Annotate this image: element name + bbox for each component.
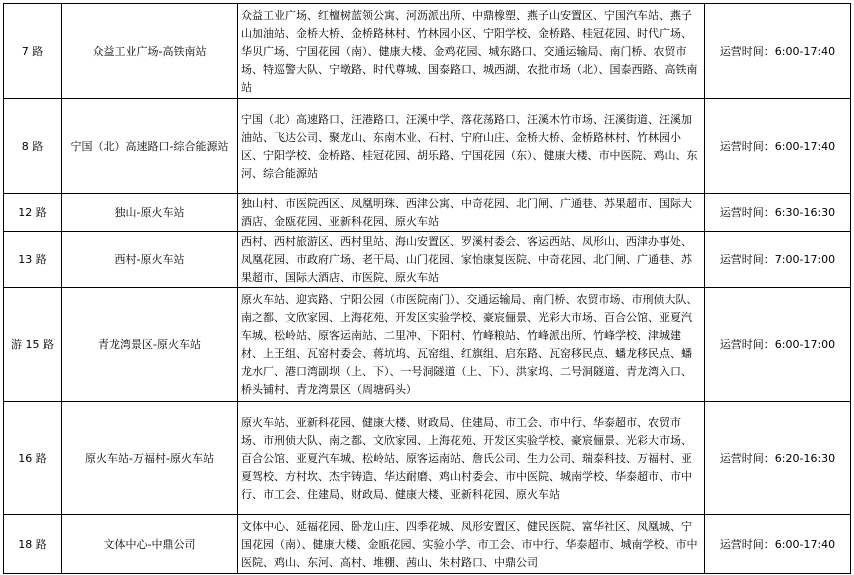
- route-stops: 文体中心、延福花园、卧龙山庄、四季花城、凤形安置区、健民医院、富华社区、凤凰城、宁国花园（南）、健康大楼、金瓯花园、实验小学、市工会、市中行、华泰超市、城南学校、市中医院、鸡山、东河、高村、堆棚、茜山、朱村路口、中鼎公司: [238, 515, 705, 574]
- route-terminals: 青龙湾景区-原火车站: [62, 288, 238, 402]
- operating-hours: 运营时间：6:00-17:40: [705, 4, 851, 99]
- operating-hours: 运营时间：6:30-16:30: [705, 194, 851, 232]
- operating-hours: 运营时间：6:00-17:40: [705, 99, 851, 194]
- route-stops: 西村、西村旅游区、西村里站、海山安置区、罗溪村委会、客运西站、凤形山、西津办事处、凤凰花园、市政府广场、老干局、山门花园、家怡康复医院、中奇花园、北门闸、广通巷、苏果超市、国际大酒店、市医院、原火车站: [238, 232, 705, 288]
- route-stops: 原火车站、迎宾路、宁阳公园（市医院南门）、交通运输局、南门桥、农贸市场、市刑侦大队、南之都、文欣家园、上海花苑、开发区实验学校、豪宸俪景、光彩大市场、百合公馆、亚夏汽车城、松岭站、原客运南站、二里冲、下阳村、竹峰粮站、竹峰派出所、竹峰学校、津城建材、上王组、瓦窑村委会、蒋坑坞、瓦窑组、红旗组、启东路、瓦窑移民点、蟠龙移民点、蟠龙水厂、港口湾副坝（上、下）、一号洞隧道（上、下）、洪家坞、二号洞隧道、青龙湾入口、桥头铺村、青龙湾景区（周塘码头）: [238, 288, 705, 402]
- bus-route-table-container: [3, 3, 851, 574]
- operating-hours: 运营时间：6:00-17:00: [705, 288, 851, 402]
- table-row: [4, 402, 851, 515]
- table-row: [4, 515, 851, 574]
- route-number: 8 路: [4, 99, 62, 194]
- route-stops: 独山村、市医院西区、凤凰明珠、西津公寓、中奇花园、北门闸、广通巷、苏果超市、国际大酒店、金瓯花园、亚新科花园、原火车站: [238, 194, 705, 232]
- route-terminals: 众益工业广场-高铁南站: [62, 4, 238, 99]
- operating-hours: 运营时间：6:20-16:30: [705, 402, 851, 515]
- operating-hours: 运营时间：7:00-17:00: [705, 232, 851, 288]
- route-terminals: 宁国（北）高速路口-综合能源站: [62, 99, 238, 194]
- route-stops: 原火车站、亚新科花园、健康大楼、财政局、住建局、市工会、市中行、华泰超市、农贸市场、市刑侦大队、南之都、文欣家园、上海花苑、开发区实验学校、豪宸俪景、光彩大市场、百合公馆、亚夏汽车城、松岭站、原客运南站、詹氏公司、生力公司、瑞泰科技、万福村、亚夏驾校、方村坎、杰宇铸造、华达耐磨、鸡山村委会、市中医院、城南学校、华泰超市、市中行、市工会、住建局、财政局、健康大楼、亚新科花园、原火车站: [238, 402, 705, 515]
- route-terminals: 独山-原火车站: [62, 194, 238, 232]
- table-row: [4, 288, 851, 402]
- route-number: 游 15 路: [4, 288, 62, 402]
- route-terminals: 文体中心-中鼎公司: [62, 515, 238, 574]
- route-number: 7 路: [4, 4, 62, 99]
- route-number: 12 路: [4, 194, 62, 232]
- table-row: [4, 194, 851, 232]
- route-terminals: 原火车站-万福村-原火车站: [62, 402, 238, 515]
- route-number: 16 路: [4, 402, 62, 515]
- operating-hours: 运营时间：6:00-17:40: [705, 515, 851, 574]
- table-row: [4, 232, 851, 288]
- route-terminals: 西村-原火车站: [62, 232, 238, 288]
- route-number: 18 路: [4, 515, 62, 574]
- route-stops: 宁国（北）高速路口、汪港路口、汪溪中学、落花荡路口、汪溪木竹市场、汪溪街道、汪溪加油站、飞达公司、聚龙山、东南木业、石村、宁府山庄、金桥大桥、金桥路林村、竹林园小区、宁阳学校、金桥路、桂冠花园、胡乐路、宁国花园（东）、健康大楼、市中医院、鸡山、东河、综合能源站: [238, 99, 705, 194]
- route-number: 13 路: [4, 232, 62, 288]
- bus-route-table: [3, 3, 851, 574]
- table-row: [4, 4, 851, 99]
- table-row: [4, 99, 851, 194]
- route-stops: 众益工业广场、红檀树蓝领公寓、河沥派出所、中鼎橡塑、燕子山安置区、宁国汽车站、燕子山加油站、金桥大桥、金桥路林村、竹林园小区、宁阳学校、金桥路、桂冠花园、时代广场、华贝广场、宁国花园（南）、健康大楼、金鸡花园、城东路口、交通运输局、南门桥、农贸市场、特巡警大队、宁墩路、时代尊城、国泰路口、城西湖、农批市场（北）、国泰西路、高铁南站: [238, 4, 705, 99]
